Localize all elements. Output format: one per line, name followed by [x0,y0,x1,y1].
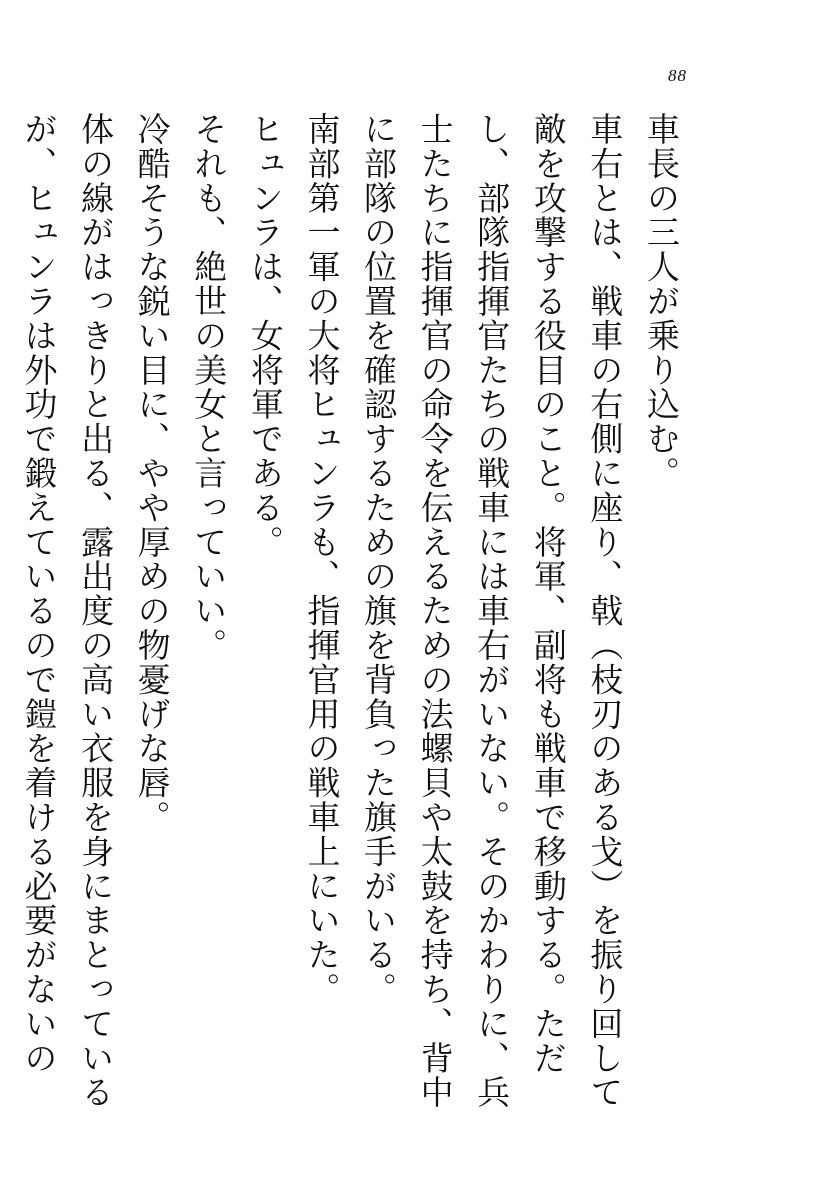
page-number: 88 [668,66,687,85]
paragraph-3: 南部第一軍の大将ヒュンラも、指揮官用の戦車上にいた。 [302,112,342,1007]
vertical-text-body [19,112,689,1122]
paragraph-6: 冷酷そうな鋭い目に、やや厚めの物憂げな唇。 [132,112,172,835]
paragraph-4: ヒュンラは、女将軍である。 [245,112,285,560]
paragraph-1: 車長の三人が乗り込む。 [642,112,681,491]
paragraph-5: それも、絶世の美女と言っていい。 [189,112,229,663]
paragraph-2: 車右とは、戦車の右側に座り、戟（枝刃のある戈）を振り回して敵を攻撃する役目のこと。将軍、副将も戦車で移動する。ただし、部隊指揮官たちの戦車には車右がいない。そのかわりに、兵士たちに指揮官の命令を伝えるための法螺貝や太鼓を持ち、背中に部隊の位置を確認するための旗を背負った旗手がいる。 [359,112,625,1110]
paragraph-7: 体の線がはっきりと出る、露出度の高い衣服を身にまとっているが、ヒュンラは外功で鍛えているので鎧を着ける必要がないの [19,112,116,1110]
